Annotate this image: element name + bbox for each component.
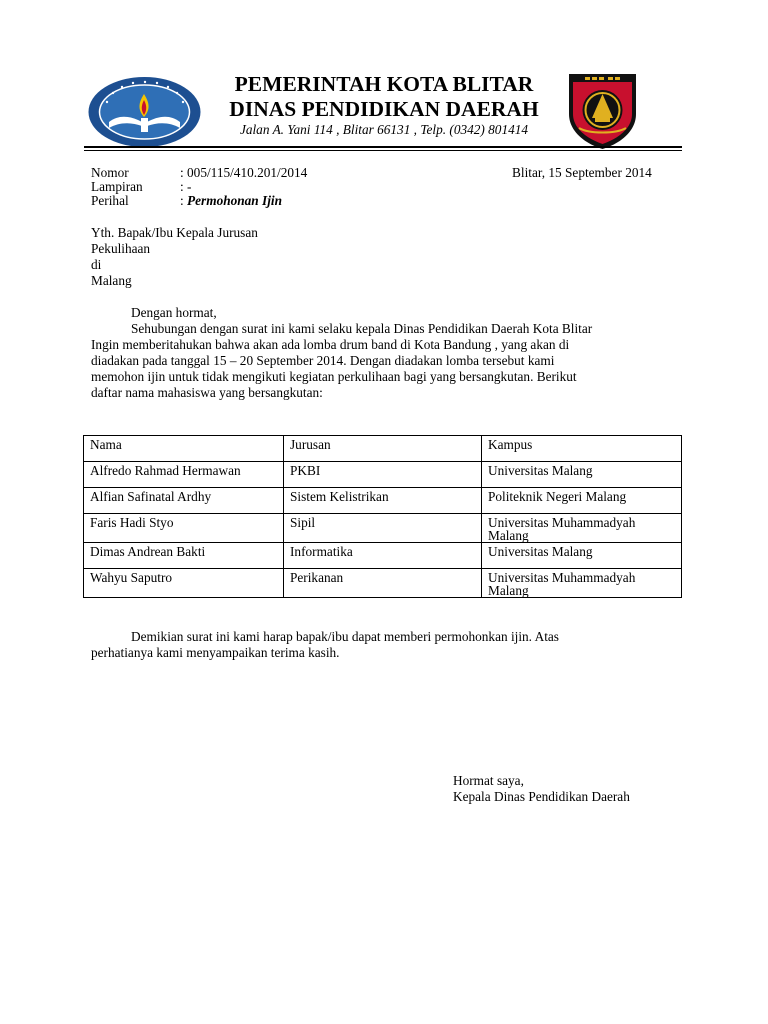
greeting: Dengan hormat, — [131, 305, 217, 320]
signature-title: Kepala Dinas Pendidikan Daerah — [453, 789, 630, 804]
nomor-label: Nomor — [91, 165, 129, 180]
header-jurusan: Jurusan — [284, 436, 482, 462]
closing-line1: Demikian surat ini kami harap bapak/ibu dapat memberi permohonkan ijin. Atas — [131, 629, 559, 644]
cell-jurusan: Informatika — [284, 543, 482, 569]
body-line2: Ingin memberitahukan bahwa akan ada lomba drum band di Kota Bandung , yang akan di — [91, 337, 570, 352]
letterhead-line1: PEMERINTAH KOTA BLITAR — [234, 72, 534, 96]
nomor-value: : 005/115/410.201/2014 — [180, 165, 308, 180]
recipient-line3: di — [91, 257, 102, 272]
recipient-line1: Yth. Bapak/Ibu Kepala Jurusan — [91, 225, 258, 240]
recipient-line4: Malang — [91, 273, 132, 288]
cell-jurusan: Sipil — [284, 514, 482, 543]
perihal-colon: : — [180, 193, 184, 208]
letterhead-line2: DINAS PENDIDIKAN DAERAH — [229, 97, 539, 121]
cell-kampus: Politeknik Negeri Malang — [482, 488, 682, 514]
lampiran-value: : - — [180, 179, 192, 194]
cell-kampus: Universitas Muhammadyah Malang — [482, 569, 682, 598]
student-table — [83, 435, 682, 598]
cell-kampus: Universitas Muhammadyah Malang — [482, 514, 682, 543]
cell-nama: Dimas Andrean Bakti — [84, 543, 284, 569]
body-line5: daftar nama mahasiswa yang bersangkutan: — [91, 385, 323, 400]
body-line1: Sehubungan dengan surat ini kami selaku kepala Dinas Pendidikan Daerah Kota Blitar — [131, 321, 593, 336]
cell-nama: Wahyu Saputro — [84, 569, 284, 598]
table-row — [84, 569, 682, 598]
table-row — [84, 514, 682, 543]
letterhead-rule-thin — [84, 150, 682, 151]
perihal-subject: Permohonan Ijin — [187, 193, 282, 208]
table-row — [84, 543, 682, 569]
header-kampus: Kampus — [482, 436, 682, 462]
cell-kampus: Universitas Malang — [482, 462, 682, 488]
cell-jurusan: Sistem Kelistrikan — [284, 488, 482, 514]
cell-jurusan: PKBI — [284, 462, 482, 488]
letterhead-address: Jalan A. Yani 114 , Blitar 66131 , Telp. (0342) 801414 — [239, 122, 529, 137]
body-line4: memohon ijin untuk tidak mengikuti kegiatan perkulihaan bagi yang bersangkutan. Berikut — [91, 369, 577, 384]
cell-nama: Alfian Safinatal Ardhy — [84, 488, 284, 514]
recipient-line2: Pekulihaan — [91, 241, 151, 256]
letter-date: Blitar, 15 September 2014 — [512, 165, 652, 180]
kota-blitar-emblem — [565, 68, 640, 150]
table-row — [84, 462, 682, 488]
perihal-label: Perihal — [91, 193, 129, 208]
cell-nama: Alfredo Rahmad Hermawan — [84, 462, 284, 488]
closing-line2: perhatianya kami menyampaikan terima kasih. — [91, 645, 340, 660]
signature-greeting: Hormat saya, — [453, 773, 524, 788]
cell-kampus: Universitas Malang — [482, 543, 682, 569]
letterhead-rule-thick — [84, 146, 682, 148]
cell-jurusan: Perikanan — [284, 569, 482, 598]
perihal-value — [180, 193, 282, 209]
table-row — [84, 488, 682, 514]
header-nama: Nama — [84, 436, 284, 462]
lampiran-label: Lampiran — [91, 179, 143, 194]
table-header-row — [84, 436, 682, 462]
cell-nama: Faris Hadi Styo — [84, 514, 284, 543]
body-line3: diadakan pada tanggal 15 – 20 September 2014. Dengan diadakan lomba tersebut kami — [91, 353, 555, 368]
